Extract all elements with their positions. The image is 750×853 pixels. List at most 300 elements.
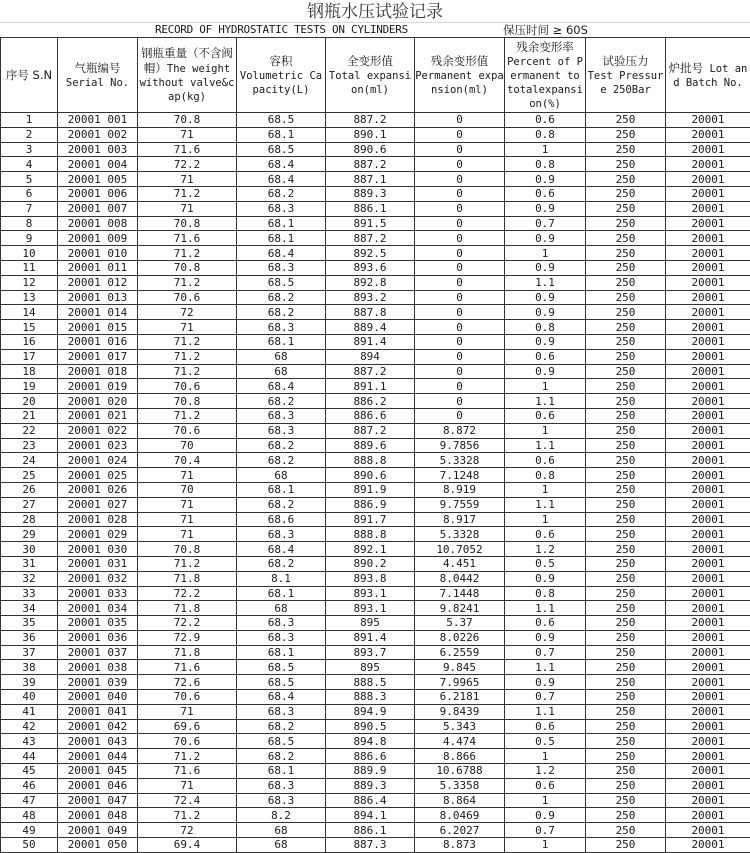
cell-capacity: 68.1 xyxy=(237,482,326,497)
cell-test-pressure: 250 xyxy=(586,127,666,142)
cell-weight: 71.2 xyxy=(138,749,237,764)
cell-serial-number: 39 xyxy=(1,675,58,690)
header-volumetric-capacity: 容积 Volumetric Capacity(L) xyxy=(237,38,326,113)
cell-cylinder-serial: 20001 040 xyxy=(58,690,138,705)
cell-test-pressure: 250 xyxy=(586,497,666,512)
cell-permanent-expansion: 8.0226 xyxy=(415,630,505,645)
cell-lot-batch: 20001 xyxy=(666,453,750,468)
cell-permanent-percent: 0.5 xyxy=(505,734,586,749)
cell-capacity: 68.3 xyxy=(237,778,326,793)
cell-test-pressure: 250 xyxy=(586,808,666,823)
cell-permanent-expansion: 0 xyxy=(415,127,505,142)
cell-test-pressure: 250 xyxy=(586,586,666,601)
cell-lot-batch: 20001 xyxy=(666,246,750,261)
cell-weight: 71.2 xyxy=(138,334,237,349)
cell-capacity: 68.2 xyxy=(237,394,326,409)
cell-capacity: 8.1 xyxy=(237,571,326,586)
cell-permanent-expansion: 9.7559 xyxy=(415,497,505,512)
cell-lot-batch: 20001 xyxy=(666,379,750,394)
cell-capacity: 68.2 xyxy=(237,453,326,468)
cell-serial-number: 38 xyxy=(1,660,58,675)
cell-serial-number: 6 xyxy=(1,186,58,201)
cell-total-expansion: 888.3 xyxy=(326,690,415,705)
cell-test-pressure: 250 xyxy=(586,113,666,128)
cell-permanent-percent: 0.9 xyxy=(505,231,586,246)
cell-permanent-percent: 0.9 xyxy=(505,808,586,823)
cell-cylinder-serial: 20001 043 xyxy=(58,734,138,749)
cell-permanent-expansion: 0 xyxy=(415,394,505,409)
cell-total-expansion: 894.8 xyxy=(326,734,415,749)
cell-weight: 70.6 xyxy=(138,690,237,705)
cell-weight: 70 xyxy=(138,482,237,497)
cell-cylinder-serial: 20001 032 xyxy=(58,571,138,586)
cell-lot-batch: 20001 xyxy=(666,349,750,364)
cell-weight: 72.2 xyxy=(138,586,237,601)
cell-permanent-percent: 0.6 xyxy=(505,616,586,631)
cell-capacity: 68.4 xyxy=(237,379,326,394)
cell-lot-batch: 20001 xyxy=(666,482,750,497)
cell-weight: 71 xyxy=(138,527,237,542)
cell-cylinder-serial: 20001 016 xyxy=(58,334,138,349)
cell-test-pressure: 250 xyxy=(586,290,666,305)
cell-total-expansion: 890.2 xyxy=(326,556,415,571)
cell-permanent-expansion: 0 xyxy=(415,172,505,187)
cell-permanent-percent: 1.1 xyxy=(505,438,586,453)
cell-total-expansion: 888.8 xyxy=(326,453,415,468)
cell-total-expansion: 886.1 xyxy=(326,823,415,838)
cell-total-expansion: 895 xyxy=(326,660,415,675)
cell-permanent-percent: 0.7 xyxy=(505,645,586,660)
cell-permanent-percent: 1.2 xyxy=(505,764,586,779)
header-serial-number: 序号 S.N xyxy=(1,38,58,113)
cell-permanent-expansion: 7.1448 xyxy=(415,586,505,601)
cell-permanent-percent: 0.6 xyxy=(505,527,586,542)
cell-total-expansion: 886.9 xyxy=(326,497,415,512)
cell-serial-number: 29 xyxy=(1,527,58,542)
cell-test-pressure: 250 xyxy=(586,320,666,335)
cell-serial-number: 45 xyxy=(1,764,58,779)
cell-capacity: 68.3 xyxy=(237,630,326,645)
table-row xyxy=(1,660,750,675)
header-lot-batch: 炉批号 Lot and Batch No. xyxy=(666,38,750,113)
cell-capacity: 68 xyxy=(237,823,326,838)
cell-total-expansion: 886.6 xyxy=(326,408,415,423)
cell-capacity: 68.1 xyxy=(237,231,326,246)
cell-cylinder-serial: 20001 041 xyxy=(58,704,138,719)
cell-total-expansion: 891.4 xyxy=(326,630,415,645)
cell-capacity: 68.1 xyxy=(237,127,326,142)
cell-permanent-percent: 0.6 xyxy=(505,778,586,793)
table-body xyxy=(1,113,750,853)
cell-capacity: 68.3 xyxy=(237,320,326,335)
cell-total-expansion: 887.2 xyxy=(326,113,415,128)
cell-test-pressure: 250 xyxy=(586,793,666,808)
cell-permanent-percent: 1 xyxy=(505,423,586,438)
cell-test-pressure: 250 xyxy=(586,690,666,705)
cell-lot-batch: 20001 xyxy=(666,275,750,290)
cell-weight: 70.8 xyxy=(138,542,237,557)
cell-lot-batch: 20001 xyxy=(666,364,750,379)
table-row xyxy=(1,793,750,808)
cell-serial-number: 26 xyxy=(1,482,58,497)
cell-serial-number: 16 xyxy=(1,334,58,349)
cell-permanent-expansion: 7.9965 xyxy=(415,675,505,690)
cell-weight: 71.2 xyxy=(138,556,237,571)
cell-permanent-percent: 1 xyxy=(505,142,586,157)
cell-total-expansion: 895 xyxy=(326,616,415,631)
cell-lot-batch: 20001 xyxy=(666,216,750,231)
cell-lot-batch: 20001 xyxy=(666,660,750,675)
cell-serial-number: 18 xyxy=(1,364,58,379)
table-row xyxy=(1,408,750,423)
cell-cylinder-serial: 20001 027 xyxy=(58,497,138,512)
cell-test-pressure: 250 xyxy=(586,719,666,734)
cell-lot-batch: 20001 xyxy=(666,616,750,631)
cell-lot-batch: 20001 xyxy=(666,749,750,764)
cell-serial-number: 28 xyxy=(1,512,58,527)
cell-total-expansion: 886.6 xyxy=(326,749,415,764)
table-row xyxy=(1,246,750,261)
cell-capacity: 68.2 xyxy=(237,556,326,571)
cell-weight: 71 xyxy=(138,172,237,187)
cell-weight: 70.8 xyxy=(138,113,237,128)
cell-capacity: 68.4 xyxy=(237,542,326,557)
cell-permanent-expansion: 8.0442 xyxy=(415,571,505,586)
cell-cylinder-serial: 20001 035 xyxy=(58,616,138,631)
cell-serial-number: 48 xyxy=(1,808,58,823)
cell-lot-batch: 20001 xyxy=(666,394,750,409)
table-row xyxy=(1,778,750,793)
cell-capacity: 68 xyxy=(237,349,326,364)
table-row xyxy=(1,704,750,719)
table-row xyxy=(1,527,750,542)
cell-lot-batch: 20001 xyxy=(666,142,750,157)
cell-lot-batch: 20001 xyxy=(666,113,750,128)
cell-weight: 72.9 xyxy=(138,630,237,645)
cell-permanent-percent: 0.9 xyxy=(505,305,586,320)
cell-cylinder-serial: 20001 018 xyxy=(58,364,138,379)
cell-capacity: 68.4 xyxy=(237,172,326,187)
subtitle-row xyxy=(0,23,750,37)
cell-serial-number: 15 xyxy=(1,320,58,335)
table-row xyxy=(1,113,750,128)
cell-lot-batch: 20001 xyxy=(666,408,750,423)
table-row xyxy=(1,364,750,379)
table-row xyxy=(1,601,750,616)
cell-permanent-percent: 1 xyxy=(505,838,586,853)
cell-cylinder-serial: 20001 013 xyxy=(58,290,138,305)
cell-capacity: 68.2 xyxy=(237,290,326,305)
table-row xyxy=(1,571,750,586)
cell-lot-batch: 20001 xyxy=(666,334,750,349)
cell-cylinder-serial: 20001 038 xyxy=(58,660,138,675)
cell-lot-batch: 20001 xyxy=(666,157,750,172)
cell-weight: 71.2 xyxy=(138,349,237,364)
cell-lot-batch: 20001 xyxy=(666,645,750,660)
cell-permanent-percent: 0.9 xyxy=(505,364,586,379)
cell-capacity: 68.6 xyxy=(237,512,326,527)
cell-test-pressure: 250 xyxy=(586,482,666,497)
cell-capacity: 68.5 xyxy=(237,142,326,157)
cell-permanent-expansion: 5.3328 xyxy=(415,527,505,542)
cell-total-expansion: 893.1 xyxy=(326,586,415,601)
cell-weight: 72.6 xyxy=(138,675,237,690)
cell-permanent-expansion: 0 xyxy=(415,260,505,275)
cell-lot-batch: 20001 xyxy=(666,527,750,542)
cell-serial-number: 3 xyxy=(1,142,58,157)
cell-permanent-percent: 1 xyxy=(505,246,586,261)
cell-cylinder-serial: 20001 003 xyxy=(58,142,138,157)
cell-serial-number: 12 xyxy=(1,275,58,290)
cell-permanent-percent: 0.9 xyxy=(505,334,586,349)
cell-total-expansion: 890.6 xyxy=(326,142,415,157)
cell-permanent-expansion: 0 xyxy=(415,305,505,320)
cell-serial-number: 34 xyxy=(1,601,58,616)
cell-permanent-expansion: 0 xyxy=(415,231,505,246)
cell-permanent-expansion: 9.7856 xyxy=(415,438,505,453)
cell-permanent-percent: 1.1 xyxy=(505,275,586,290)
table-row xyxy=(1,275,750,290)
cell-capacity: 68.2 xyxy=(237,719,326,734)
cell-permanent-percent: 1.1 xyxy=(505,704,586,719)
cell-total-expansion: 892.8 xyxy=(326,275,415,290)
cell-capacity: 68.3 xyxy=(237,408,326,423)
table-row xyxy=(1,808,750,823)
cell-permanent-percent: 0.6 xyxy=(505,453,586,468)
cell-permanent-percent: 0.6 xyxy=(505,186,586,201)
table-row xyxy=(1,645,750,660)
cell-permanent-expansion: 6.2181 xyxy=(415,690,505,705)
cell-weight: 70.6 xyxy=(138,290,237,305)
header-permanent-expansion: 残余变形值 Permanent expansion(ml) xyxy=(415,38,505,113)
cell-lot-batch: 20001 xyxy=(666,512,750,527)
cell-total-expansion: 893.7 xyxy=(326,645,415,660)
table-row xyxy=(1,838,750,853)
cell-permanent-percent: 0.8 xyxy=(505,157,586,172)
cell-test-pressure: 250 xyxy=(586,616,666,631)
cell-serial-number: 49 xyxy=(1,823,58,838)
cell-total-expansion: 889.3 xyxy=(326,186,415,201)
table-row xyxy=(1,231,750,246)
cell-test-pressure: 250 xyxy=(586,527,666,542)
cell-permanent-expansion: 0 xyxy=(415,246,505,261)
cell-capacity: 68.5 xyxy=(237,734,326,749)
cell-permanent-expansion: 5.3358 xyxy=(415,778,505,793)
cell-permanent-expansion: 6.2027 xyxy=(415,823,505,838)
cell-cylinder-serial: 20001 005 xyxy=(58,172,138,187)
cell-test-pressure: 250 xyxy=(586,394,666,409)
cell-capacity: 68.2 xyxy=(237,305,326,320)
cell-capacity: 68.1 xyxy=(237,216,326,231)
cell-permanent-expansion: 9.845 xyxy=(415,660,505,675)
table-row xyxy=(1,423,750,438)
cell-serial-number: 14 xyxy=(1,305,58,320)
cell-serial-number: 13 xyxy=(1,290,58,305)
cell-permanent-percent: 1.2 xyxy=(505,542,586,557)
cell-test-pressure: 250 xyxy=(586,601,666,616)
table-row xyxy=(1,468,750,483)
cell-total-expansion: 887.2 xyxy=(326,231,415,246)
cell-test-pressure: 250 xyxy=(586,275,666,290)
cell-lot-batch: 20001 xyxy=(666,734,750,749)
cell-permanent-expansion: 0 xyxy=(415,186,505,201)
header-total-expansion: 全变形值 Total expansion(ml) xyxy=(326,38,415,113)
cell-serial-number: 5 xyxy=(1,172,58,187)
cell-permanent-expansion: 5.37 xyxy=(415,616,505,631)
cell-permanent-percent: 1.1 xyxy=(505,601,586,616)
cell-weight: 70.4 xyxy=(138,453,237,468)
cell-capacity: 68.2 xyxy=(237,497,326,512)
cell-serial-number: 19 xyxy=(1,379,58,394)
cell-weight: 71.6 xyxy=(138,231,237,246)
cell-lot-batch: 20001 xyxy=(666,260,750,275)
cell-total-expansion: 891.4 xyxy=(326,334,415,349)
cell-weight: 70.6 xyxy=(138,379,237,394)
cell-test-pressure: 250 xyxy=(586,334,666,349)
cell-cylinder-serial: 20001 042 xyxy=(58,719,138,734)
cell-cylinder-serial: 20001 037 xyxy=(58,645,138,660)
cell-capacity: 68.5 xyxy=(237,275,326,290)
cell-test-pressure: 250 xyxy=(586,349,666,364)
cell-cylinder-serial: 20001 008 xyxy=(58,216,138,231)
cell-serial-number: 9 xyxy=(1,231,58,246)
cell-test-pressure: 250 xyxy=(586,764,666,779)
cell-test-pressure: 250 xyxy=(586,364,666,379)
table-row xyxy=(1,482,750,497)
cell-cylinder-serial: 20001 039 xyxy=(58,675,138,690)
cell-permanent-expansion: 0 xyxy=(415,379,505,394)
cell-permanent-expansion: 4.474 xyxy=(415,734,505,749)
cell-permanent-expansion: 0 xyxy=(415,349,505,364)
cell-serial-number: 31 xyxy=(1,556,58,571)
table-row xyxy=(1,734,750,749)
cell-permanent-expansion: 0 xyxy=(415,157,505,172)
cell-cylinder-serial: 20001 044 xyxy=(58,749,138,764)
table-row xyxy=(1,675,750,690)
cell-test-pressure: 250 xyxy=(586,157,666,172)
table-row xyxy=(1,334,750,349)
cell-test-pressure: 250 xyxy=(586,838,666,853)
cell-test-pressure: 250 xyxy=(586,186,666,201)
cell-total-expansion: 889.3 xyxy=(326,778,415,793)
cell-capacity: 68.1 xyxy=(237,334,326,349)
cell-permanent-percent: 1 xyxy=(505,512,586,527)
cell-test-pressure: 250 xyxy=(586,408,666,423)
table-row xyxy=(1,157,750,172)
cell-lot-batch: 20001 xyxy=(666,290,750,305)
cell-lot-batch: 20001 xyxy=(666,601,750,616)
cell-cylinder-serial: 20001 017 xyxy=(58,349,138,364)
cell-total-expansion: 888.5 xyxy=(326,675,415,690)
cell-cylinder-serial: 20001 022 xyxy=(58,423,138,438)
cell-permanent-expansion: 0 xyxy=(415,364,505,379)
cell-weight: 71.6 xyxy=(138,142,237,157)
table-row xyxy=(1,556,750,571)
cell-cylinder-serial: 20001 025 xyxy=(58,468,138,483)
cell-weight: 70.6 xyxy=(138,423,237,438)
cell-weight: 71.6 xyxy=(138,660,237,675)
cell-serial-number: 27 xyxy=(1,497,58,512)
cell-test-pressure: 250 xyxy=(586,571,666,586)
cell-lot-batch: 20001 xyxy=(666,704,750,719)
cell-test-pressure: 250 xyxy=(586,142,666,157)
cell-cylinder-serial: 20001 028 xyxy=(58,512,138,527)
cell-serial-number: 32 xyxy=(1,571,58,586)
cell-test-pressure: 250 xyxy=(586,734,666,749)
cell-test-pressure: 250 xyxy=(586,246,666,261)
cell-weight: 71 xyxy=(138,497,237,512)
cell-capacity: 68.5 xyxy=(237,675,326,690)
cell-serial-number: 17 xyxy=(1,349,58,364)
cell-permanent-expansion: 8.866 xyxy=(415,749,505,764)
cell-permanent-percent: 0.7 xyxy=(505,216,586,231)
cell-serial-number: 50 xyxy=(1,838,58,853)
cell-capacity: 8.2 xyxy=(237,808,326,823)
cell-weight: 71.2 xyxy=(138,808,237,823)
cell-weight: 72.2 xyxy=(138,157,237,172)
cell-permanent-percent: 0.9 xyxy=(505,172,586,187)
cell-cylinder-serial: 20001 019 xyxy=(58,379,138,394)
cell-capacity: 68.3 xyxy=(237,423,326,438)
cell-weight: 71 xyxy=(138,201,237,216)
cell-serial-number: 24 xyxy=(1,453,58,468)
table-row xyxy=(1,690,750,705)
cell-serial-number: 47 xyxy=(1,793,58,808)
cell-serial-number: 30 xyxy=(1,542,58,557)
cell-total-expansion: 886.1 xyxy=(326,201,415,216)
table-row xyxy=(1,719,750,734)
table-row xyxy=(1,630,750,645)
cell-serial-number: 40 xyxy=(1,690,58,705)
table-row xyxy=(1,142,750,157)
header-weight: 钢瓶重量（不含阀帽）The weight without valve&cap(kg) xyxy=(138,38,237,113)
cell-test-pressure: 250 xyxy=(586,172,666,187)
table-row xyxy=(1,305,750,320)
cell-total-expansion: 886.2 xyxy=(326,394,415,409)
table-row xyxy=(1,349,750,364)
table-row xyxy=(1,512,750,527)
cell-lot-batch: 20001 xyxy=(666,571,750,586)
cell-lot-batch: 20001 xyxy=(666,778,750,793)
table-row xyxy=(1,764,750,779)
table-row xyxy=(1,497,750,512)
cell-cylinder-serial: 20001 050 xyxy=(58,838,138,853)
cell-serial-number: 35 xyxy=(1,616,58,631)
cell-total-expansion: 887.8 xyxy=(326,305,415,320)
cell-total-expansion: 893.6 xyxy=(326,260,415,275)
cell-capacity: 68.2 xyxy=(237,749,326,764)
cell-weight: 71.2 xyxy=(138,408,237,423)
header-cylinder-serial: 气瓶编号 Serial No. xyxy=(58,38,138,113)
table-row xyxy=(1,186,750,201)
cell-capacity: 68.1 xyxy=(237,586,326,601)
cell-cylinder-serial: 20001 047 xyxy=(58,793,138,808)
table-row xyxy=(1,172,750,187)
cell-permanent-percent: 1 xyxy=(505,749,586,764)
cell-test-pressure: 250 xyxy=(586,453,666,468)
cell-serial-number: 23 xyxy=(1,438,58,453)
cell-test-pressure: 250 xyxy=(586,542,666,557)
cell-total-expansion: 887.3 xyxy=(326,838,415,853)
cell-serial-number: 20 xyxy=(1,394,58,409)
cell-permanent-percent: 1.1 xyxy=(505,660,586,675)
document-subtitle: RECORD OF HYDROSTATIC TESTS ON CYLINDERS xyxy=(155,23,408,37)
cell-total-expansion: 892.5 xyxy=(326,246,415,261)
hold-time-label: 保压时间 ≥ 60S xyxy=(503,23,588,37)
cell-cylinder-serial: 20001 001 xyxy=(58,113,138,128)
cell-lot-batch: 20001 xyxy=(666,808,750,823)
cell-lot-batch: 20001 xyxy=(666,231,750,246)
